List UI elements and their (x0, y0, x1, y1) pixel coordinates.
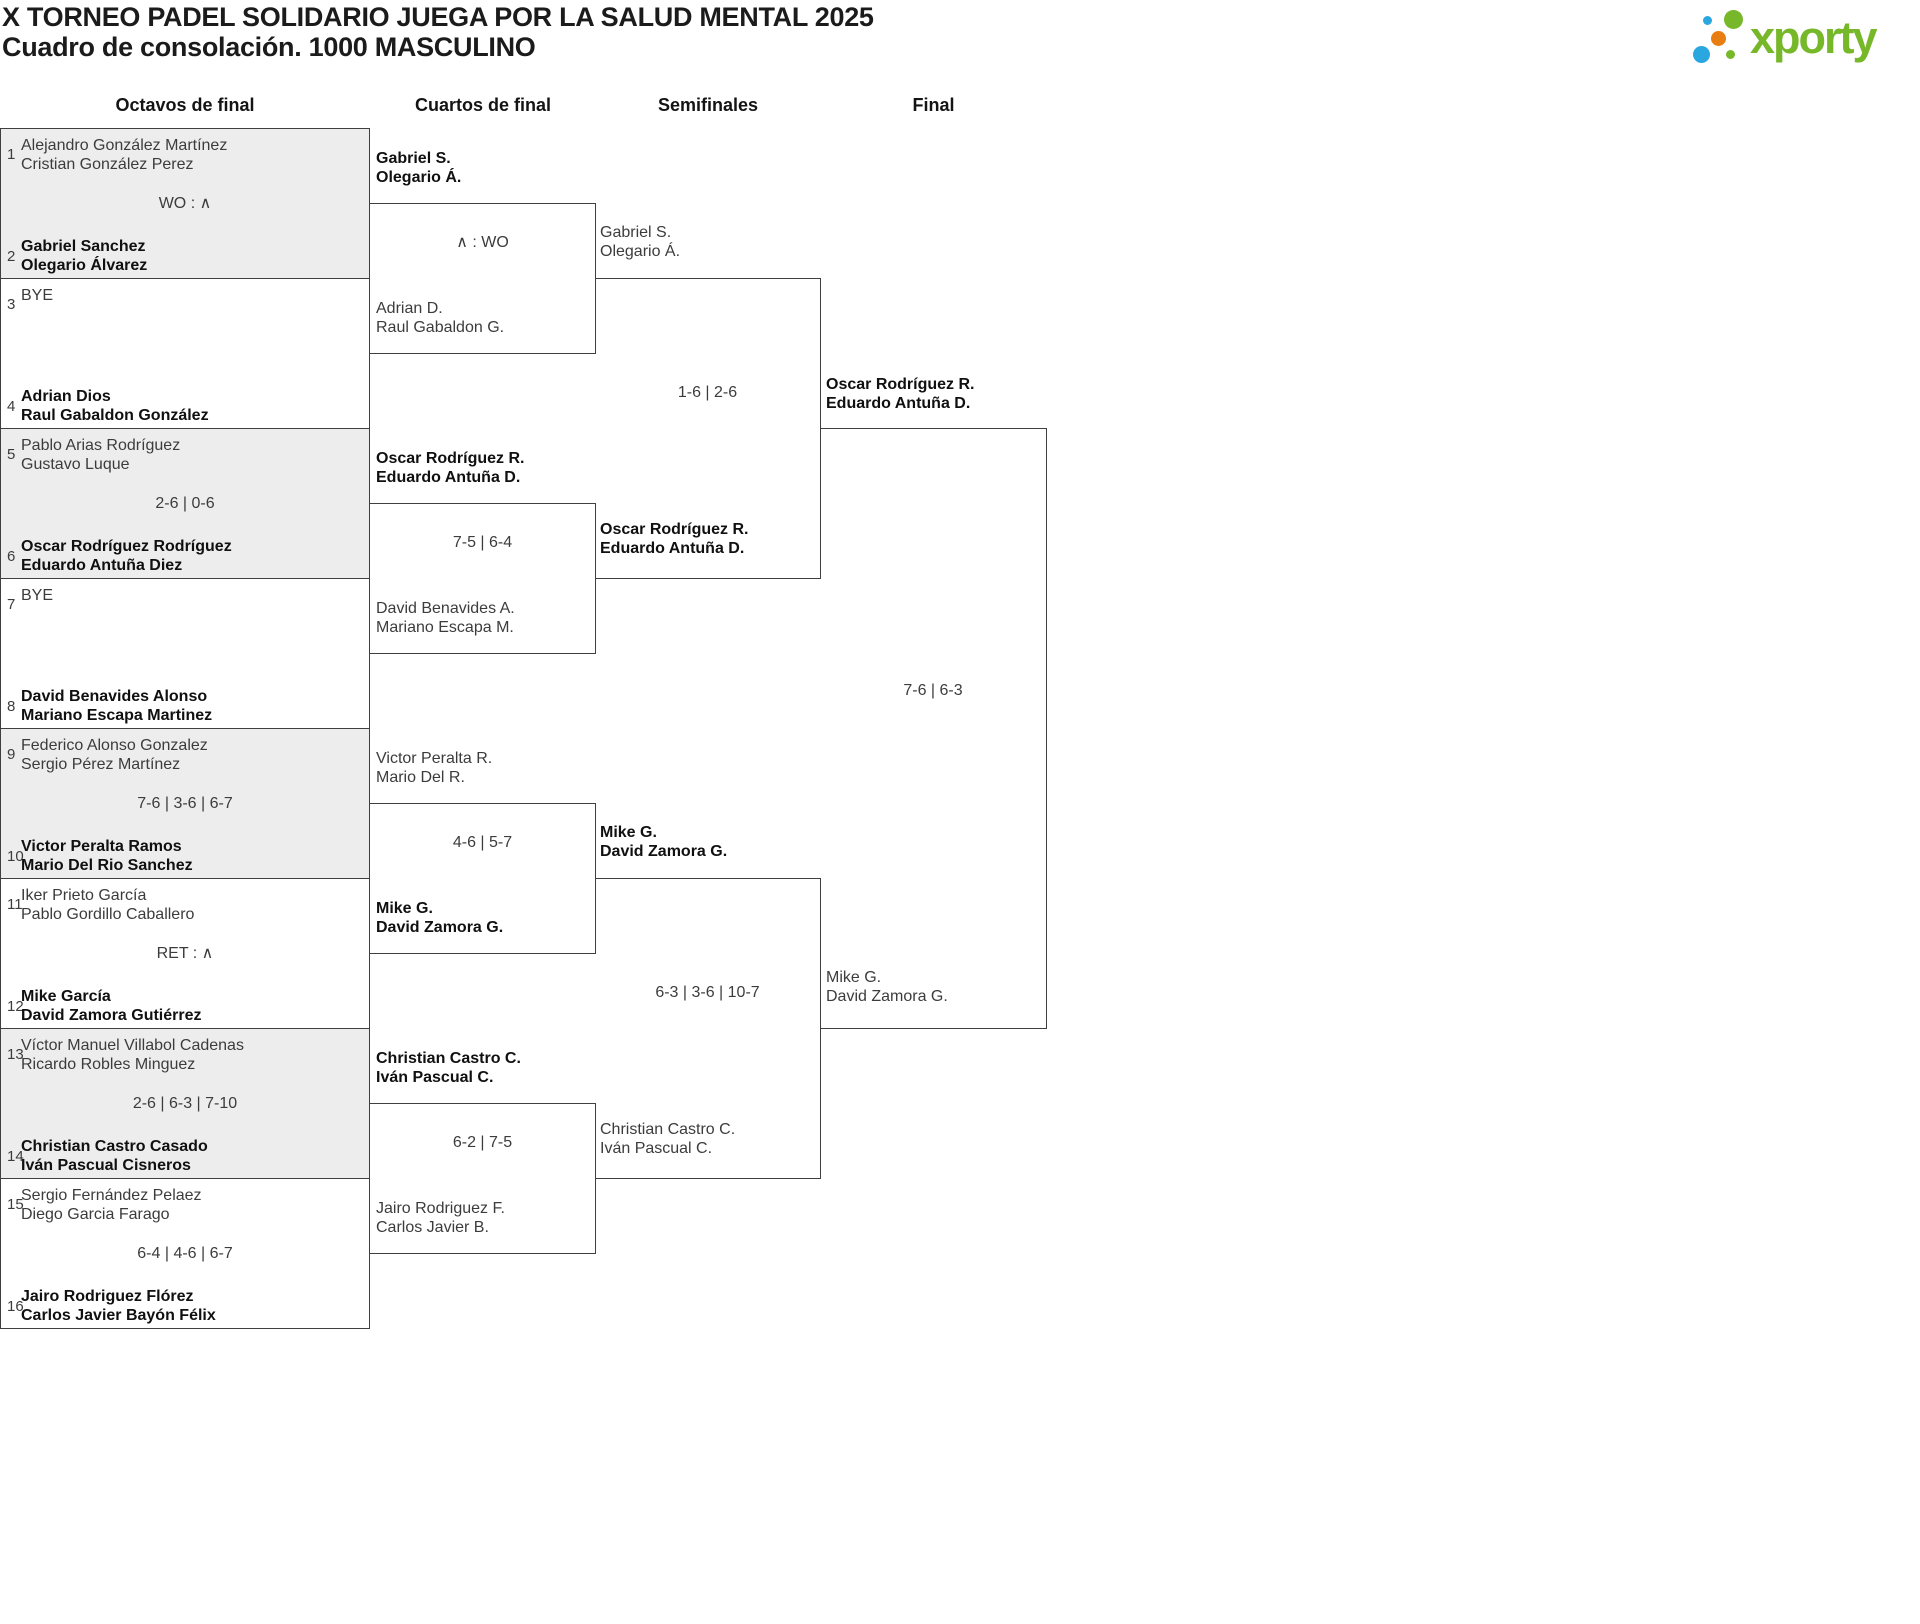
team-name: Christian Castro Casado Iván Pascual Cisneros (21, 1138, 208, 1174)
seed-number: 10 (7, 848, 24, 865)
match-score: ∧ : WO (456, 234, 509, 251)
match-box-octavos-3 (0, 428, 370, 579)
team-name: Gabriel Sanchez Olegario Álvarez (21, 238, 148, 274)
team-name: Federico Alonso Gonzalez Sergio Pérez Martínez (21, 737, 208, 773)
seed-number: 16 (7, 1298, 24, 1315)
seed-number: 12 (7, 998, 24, 1015)
team-name: Christian Castro C. Iván Pascual C. (376, 1050, 521, 1086)
seed-number: 15 (7, 1196, 24, 1213)
seed-number: 8 (7, 698, 16, 715)
match-box-cuartos-1 (370, 150, 596, 354)
match-score: 6-3 | 3-6 | 10-7 (655, 984, 760, 1001)
seed-number: 5 (7, 446, 16, 463)
team-name: Oscar Rodríguez R. Eduardo Antuña D. (376, 450, 525, 486)
team-name: Adrian Dios Raul Gabaldon González (21, 388, 209, 424)
match-box-cuartos-2 (370, 450, 596, 654)
team-name: Mike G. David Zamora G. (600, 824, 728, 860)
team-name: Pablo Arias Rodríguez Gustavo Luque (21, 437, 181, 473)
team-name: Gabriel S. Olegario Á. (376, 150, 462, 186)
team-name: Mike G. David Zamora G. (376, 900, 504, 936)
match-box-cuartos-3 (370, 750, 596, 954)
match-box-octavos-5 (0, 728, 370, 879)
team-name: Gabriel S. Olegario Á. (600, 224, 681, 260)
seed-number: 7 (7, 596, 16, 613)
seed-number: 9 (7, 746, 16, 763)
xporty-logo[interactable] (1690, 4, 1915, 76)
team-name: Víctor Manuel Villabol Cadenas Ricardo Robles Minguez (21, 1037, 244, 1073)
match-box-final (820, 376, 1047, 1029)
match-score: 6-2 | 7-5 (452, 1134, 513, 1151)
seed-number: 13 (7, 1046, 24, 1063)
seed-number: 4 (7, 398, 16, 415)
team-name: Mike García David Zamora Gutiérrez (21, 988, 202, 1024)
xporty-wordmark: xporty (1750, 12, 1876, 63)
match-box-semifinal-1 (595, 224, 821, 579)
team-name: Victor Peralta Ramos Mario Del Rio Sanchez (21, 838, 193, 874)
match-box-octavos-2 (0, 278, 370, 429)
round-header-cuartos: Cuartos de final (414, 95, 552, 115)
team-name: Christian Castro C. Iván Pascual C. (600, 1121, 736, 1157)
seed-number: 14 (7, 1148, 24, 1165)
match-box-octavos-8 (0, 1178, 370, 1329)
match-score: 2-6 | 0-6 (155, 495, 215, 512)
match-score: 1-6 | 2-6 (677, 384, 738, 401)
match-score: 7-6 | 6-3 (903, 682, 963, 699)
seed-number: 3 (7, 296, 16, 313)
team-name: BYE (21, 587, 54, 604)
team-name: Jairo Rodriguez Flórez Carlos Javier Bayón Félix (21, 1288, 216, 1324)
bracket-subtitle: Cuadro de consolación. 1000 MASCULINO (2, 32, 536, 62)
match-box-octavos-4 (0, 578, 370, 729)
round-header-semifinales: Semifinales (657, 95, 759, 115)
team-name: Adrian D. Raul Gabaldon G. (376, 300, 505, 336)
match-score: 6-4 | 4-6 | 6-7 (137, 1245, 233, 1262)
match-score: WO : ∧ (158, 195, 212, 212)
match-box-octavos-1 (0, 128, 370, 279)
tournament-title: X TORNEO PADEL SOLIDARIO JUEGA POR LA SALUD MENTAL 2025 (2, 2, 874, 32)
seed-number: 6 (7, 548, 16, 565)
match-box-semifinal-2 (595, 824, 821, 1179)
match-score: RET : ∧ (156, 945, 214, 962)
match-box-octavos-7 (0, 1028, 370, 1179)
team-name: David Benavides Alonso Mariano Escapa Martinez (21, 688, 213, 724)
team-name: Oscar Rodríguez R. Eduardo Antuña D. (826, 376, 975, 412)
seed-number: 11 (7, 896, 23, 913)
seed-number: 2 (7, 248, 16, 265)
match-score: 4-6 | 5-7 (452, 834, 513, 851)
team-name: Jairo Rodriguez F. Carlos Javier B. (376, 1200, 505, 1236)
team-name: Oscar Rodríguez R. Eduardo Antuña D. (600, 521, 749, 557)
team-name: Mike G. David Zamora G. (826, 969, 948, 1005)
team-name: Alejandro González Martínez Cristian González Perez (21, 137, 228, 173)
team-name: BYE (21, 287, 54, 304)
match-score: 2-6 | 6-3 | 7-10 (132, 1095, 238, 1112)
team-name: Iker Prieto García Pablo Gordillo Caballero (21, 887, 195, 923)
seed-number: 1 (7, 146, 16, 163)
round-header-octavos: Octavos de final (115, 95, 255, 115)
page-header (2, 2, 874, 62)
team-name: David Benavides A. Mariano Escapa M. (376, 600, 515, 636)
team-name: Oscar Rodríguez Rodríguez Eduardo Antuña Diez (21, 538, 232, 574)
match-box-octavos-6 (0, 878, 370, 1029)
match-score: 7-6 | 3-6 | 6-7 (137, 795, 233, 812)
match-score: 7-5 | 6-4 (452, 534, 513, 551)
match-box-cuartos-4 (370, 1050, 596, 1254)
team-name: Victor Peralta R. Mario Del R. (376, 750, 493, 786)
team-name: Sergio Fernández Pelaez Diego Garcia Farago (21, 1187, 202, 1223)
round-header-final: Final (912, 95, 955, 115)
